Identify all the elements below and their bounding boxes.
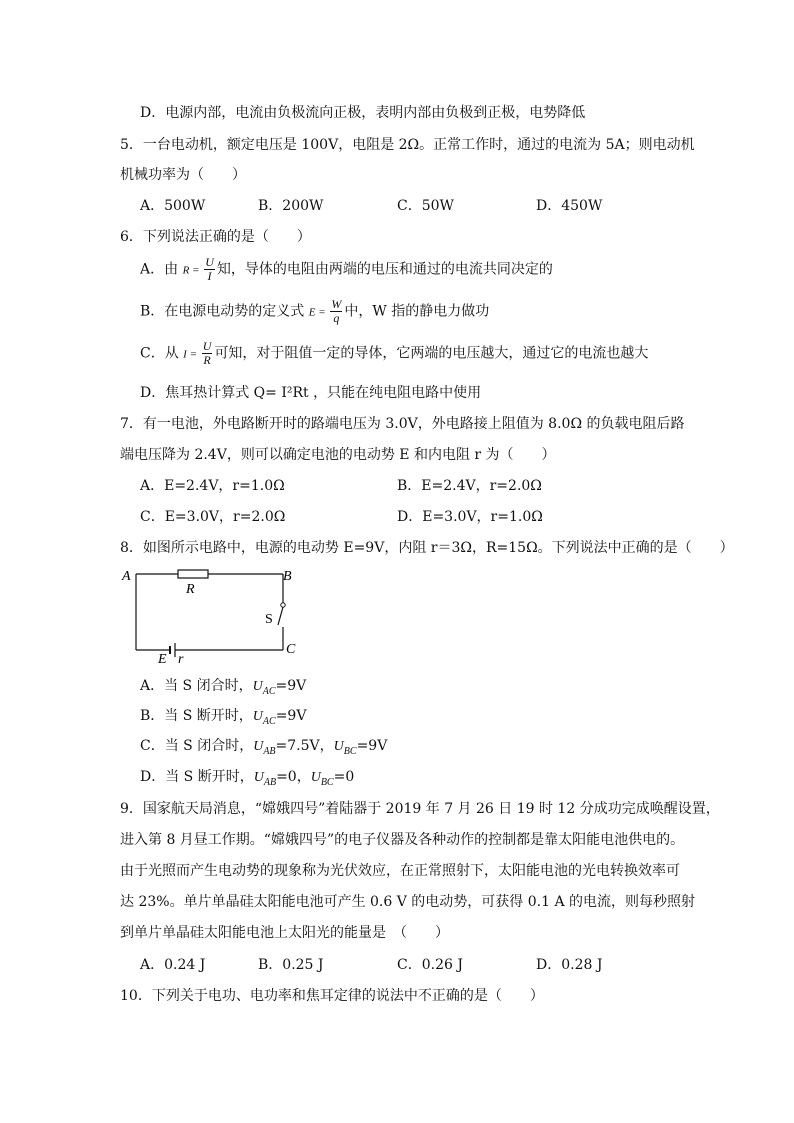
voltage-subscript: BC xyxy=(343,745,357,757)
emf-label: E xyxy=(158,652,167,667)
q8-option-b xyxy=(140,706,306,732)
fraction-denominator: I xyxy=(207,269,212,283)
q6-option-c xyxy=(140,340,648,367)
voltage-subscript: AC xyxy=(262,715,276,727)
q8-c-prefix: C．当 S 闭合时， xyxy=(140,738,254,754)
node-a-label: A xyxy=(122,569,131,584)
fraction-denominator: R xyxy=(203,353,211,367)
switch-blade xyxy=(278,607,283,625)
q9-stem-line5: 到单片单晶硅太阳能电池上太阳光的能量是 （ ） xyxy=(120,925,449,941)
q9-option-d: D．0.28 J xyxy=(536,957,603,973)
q8-d-prefix: D．当 S 断开时， xyxy=(140,769,254,785)
internal-resistance-label: r xyxy=(178,652,184,667)
voltage-value: =0 xyxy=(333,769,355,785)
q6-stem: 6．下列说法正确的是（ ） xyxy=(120,229,311,245)
q9-stem-line4: 达 23%。单片单晶硅太阳能电池可产生 0.6 V 的电动势，可获得 0.1 A 的电流，则每秒照射 xyxy=(120,894,696,910)
q6-c-prefix: C．从 xyxy=(140,345,184,362)
q6-a-prefix: A．由 xyxy=(140,261,183,278)
voltage-subscript: BC xyxy=(320,776,334,788)
q6-b-prefix: B．在电源电动势的定义式 xyxy=(140,303,309,320)
q5-option-b: B．200W xyxy=(258,198,324,214)
fraction-numerator: U xyxy=(205,255,214,269)
q9-stem-line2: 进入第 8 月昼工作期。“嫦娥四号”的电子仪器及各种动作的控制都是靠太阳能电池供电的。 xyxy=(120,832,685,848)
fraction-numerator: U xyxy=(202,339,212,353)
q8-stem: 8．如图所示电路中，电源的电动势 E=9V，内阻 r＝3Ω，R=15Ω。下列说法中正确的是（ ） xyxy=(120,540,734,556)
q6-b-text: 中，W 指的静电力做功 xyxy=(344,303,490,320)
q5-option-a: A．500W xyxy=(140,198,206,214)
voltage-symbol: U xyxy=(333,739,344,754)
q7-option-b: B．E=2.4V，r=2.0Ω xyxy=(397,478,542,494)
q8-option-c xyxy=(140,736,387,762)
node-b-label: B xyxy=(283,569,292,584)
q7-option-a: A．E=2.4V，r=1.0Ω xyxy=(140,478,285,494)
q7-option-d: D．E=3.0V，r=1.0Ω xyxy=(397,509,543,525)
voltage-symbol: U xyxy=(253,770,264,785)
q6-c-eq: I = xyxy=(183,348,200,361)
fraction-denominator: q xyxy=(333,311,340,325)
fraction-numerator: W xyxy=(331,297,342,311)
q6-option-b xyxy=(140,298,489,325)
q5-option-d: D．450W xyxy=(536,198,603,214)
node-c-label: C xyxy=(286,642,296,657)
voltage-symbol: U xyxy=(252,709,263,724)
q6-option-a xyxy=(140,256,553,283)
q6-c-text: 可知，对于阻值一定的导体，它两端的电压越大，通过它的电流也越大 xyxy=(214,345,649,362)
q5-stem-line1: 5．一台电动机，额定电压是 100V，电阻是 2Ω。正常工作时，通过的电流为 5A；则电动机 xyxy=(120,137,695,153)
q9-option-b: B．0.25 J xyxy=(258,957,324,973)
q8-a-prefix: A．当 S 闭合时， xyxy=(140,678,253,694)
q9-stem-line1: 9．国家航天局消息，“嫦娥四号”着陆器于 2019 年 7 月 26 日 19 时 12 分成功完成唤醒设置， xyxy=(120,801,720,817)
q8-option-d xyxy=(140,767,354,793)
circuit-wires xyxy=(136,570,283,657)
q6-a-eq: R = xyxy=(182,264,203,277)
voltage-value: =9V xyxy=(275,708,307,724)
q10-stem: 10．下列关于电功、电功率和焦耳定律的说法中不正确的是（ ） xyxy=(120,988,544,1004)
voltage-symbol: U xyxy=(252,679,263,694)
q8-b-prefix: B．当 S 断开时， xyxy=(140,708,253,724)
voltage-symbol: U xyxy=(253,739,264,754)
q6-b-eq: E = xyxy=(308,306,329,319)
voltage-subscript: AB xyxy=(263,745,276,757)
voltage-value: =9V xyxy=(356,738,388,754)
q6-c-fraction xyxy=(202,340,213,367)
q6-a-text: 知，导体的电阻由两端的电压和通过的电流共同决定的 xyxy=(216,261,553,278)
switch-label: S xyxy=(265,612,273,627)
q7-option-c: C．E=3.0V，r=2.0Ω xyxy=(140,509,286,525)
q6-option-d: D．焦耳热计算式 Q= I²Rt ，只能在纯电阻电路中使用 xyxy=(140,385,482,401)
q5-stem-line2: 机械功率为（ ） xyxy=(120,167,246,183)
voltage-symbol: U xyxy=(310,770,321,785)
q5-option-c: C．50W xyxy=(397,198,454,214)
voltage-value: =7.5V， xyxy=(275,738,334,754)
q6-b-fraction xyxy=(330,298,342,325)
resistor-label: R xyxy=(186,582,195,597)
q8-option-a xyxy=(140,676,306,702)
q9-option-a: A．0.24 J xyxy=(140,957,206,973)
voltage-subscript: AB xyxy=(263,776,277,788)
resistor-symbol xyxy=(178,570,208,578)
q9-stem-line3: 由于光照而产生电动势的现象称为光伏效应，在正常照射下，太阳能电池的光电转换效率可 xyxy=(120,863,680,879)
q7-stem-line2: 端电压降为 2.4V，则可以确定电池的电动势 E 和内电阻 r 为（ ） xyxy=(120,447,556,463)
q4-option-d: D．电源内部，电流由负极流向正极，表明内部由负极到正极，电势降低 xyxy=(140,105,586,121)
q6-a-fraction xyxy=(204,256,215,283)
q8-circuit-diagram xyxy=(118,563,308,668)
voltage-value: =0， xyxy=(276,769,311,785)
q9-option-c: C．0.26 J xyxy=(397,957,463,973)
voltage-subscript: AC xyxy=(262,685,276,697)
voltage-value: =9V xyxy=(275,678,307,694)
q7-stem-line1: 7．有一电池，外电路断开时的路端电压为 3.0V，外电路接上阻值为 8.0Ω 的负载电阻后路 xyxy=(120,416,685,432)
switch-contact xyxy=(281,603,285,607)
